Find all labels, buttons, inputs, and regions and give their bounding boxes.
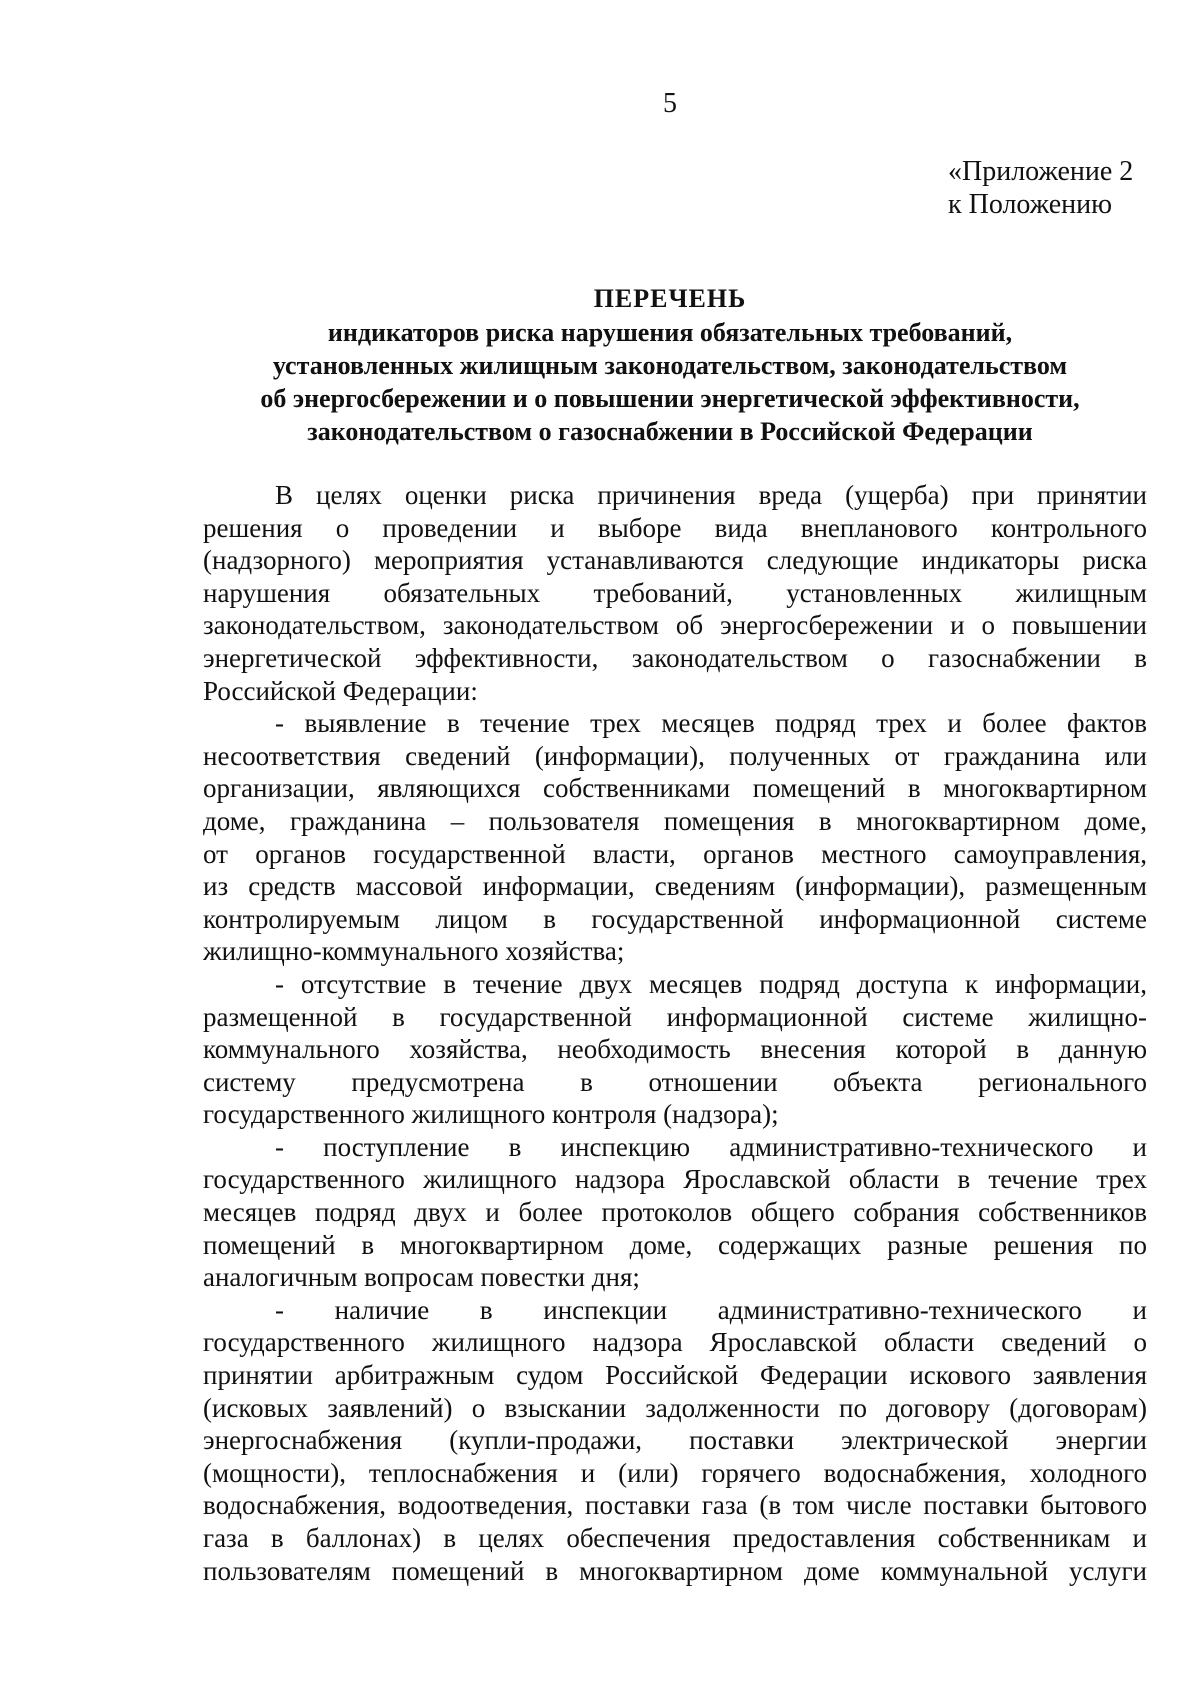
text-line: государственного жилищного контроля (надзора); (203, 1099, 779, 1130)
indicator-list-item (203, 1131, 1147, 1294)
text-line: решения о проведении и выборе вида внепланового контрольного (203, 512, 1147, 543)
text-line: - выявление в течение трех месяцев подряд трех и более фактов (275, 708, 1147, 739)
text-line: законодательством, законодательством об энергосбережении и о повышении (203, 610, 1147, 641)
text-line: государственного жилищного надзора Ярославской области в течение трех (203, 1164, 1147, 1195)
text-line: энергоснабжения (купли-продажи, поставки электрической энергии (203, 1425, 1147, 1456)
text-line: - поступление в инспекцию административно-технического и (275, 1131, 1147, 1162)
text-line: жилищно-коммунального хозяйства; (203, 936, 625, 967)
title-main: ПЕРЕЧЕНЬ (593, 284, 747, 313)
text-line: коммунального хозяйства, необходимость внесения которой в данную (203, 1034, 1147, 1065)
appendix-reference (948, 155, 1133, 221)
indicator-list-item (203, 968, 1147, 1131)
text-line: несоответствия сведений (информации), полученных от гражданина или (203, 740, 1147, 771)
page-number: 5 (663, 88, 677, 119)
text-line: газа в баллонах) в целях обеспечения предоставления собственникам и (203, 1523, 1147, 1553)
text-line: размещенной в государственной информационной системе жилищно- (203, 1001, 1147, 1032)
text-line: В целях оценки риска причинения вреда (ущерба) при принятии (275, 480, 1147, 510)
text-line: аналогичным вопросам повестки дня; (203, 1262, 640, 1293)
indicator-list-item (203, 1294, 1147, 1587)
title-line: об энергосбережении и о повышении энергетической эффективности, (260, 384, 1080, 413)
text-line: (мощности), теплоснабжения и (или) горячего водоснабжения, холодного (203, 1457, 1147, 1488)
text-line: - отсутствие в течение двух месяцев подряд доступа к информации, (275, 968, 1147, 999)
text-line: помещений в многоквартирном доме, содержащих разные решения по (203, 1229, 1147, 1260)
intro-paragraph (203, 479, 1147, 707)
text-line: - наличие в инспекции административно-технического и (275, 1294, 1147, 1325)
text-line: энергетической эффективности, законодательством о газоснабжении в (203, 642, 1147, 673)
document-title (200, 282, 1140, 448)
text-line: от органов государственной власти, органов местного самоуправления, (203, 838, 1147, 869)
title-line: установленных жилищным законодательством, законодательством (272, 351, 1068, 380)
text-line: систему предусмотрена в отношении объекта регионального (203, 1066, 1147, 1097)
text-line: водоснабжения, водоотведения, поставки газа (в том числе поставки бытового (203, 1490, 1147, 1521)
text-line: принятии арбитражным судом Российской Федерации искового заявления (203, 1360, 1147, 1391)
indicator-list-item (203, 707, 1147, 968)
appendix-line: «Приложение 2 (948, 156, 1134, 187)
text-line: организации, являющихся собственниками помещений в многоквартирном (203, 773, 1147, 804)
title-line: законодательством о газоснабжении в Российской Федерации (307, 417, 1033, 446)
text-line: месяцев подряд двух и более протоколов общего собрания собственников (203, 1197, 1147, 1228)
document-body (203, 479, 1147, 1587)
text-line: нарушения обязательных требований, установленных жилищным (203, 577, 1147, 608)
text-line: доме, гражданина – пользователя помещения в многоквартирном доме, (203, 805, 1147, 836)
text-line: (исковых заявлений) о взыскании задолженности по договору (договорам) (203, 1392, 1147, 1423)
text-line: (надзорного) мероприятия устанавливаются следующие индикаторы риска (203, 545, 1147, 576)
text-line: из средств массовой информации, сведениям (информации), размещенным (203, 871, 1147, 902)
text-line: пользователям помещений в многоквартирном доме коммунальной услуги (203, 1555, 1147, 1586)
text-line: контролируемым лицом в государственной информационной системе (203, 903, 1147, 934)
text-line: государственного жилищного надзора Ярославской области сведений о (203, 1327, 1147, 1358)
title-line: индикаторов риска нарушения обязательных требований, (327, 318, 1013, 347)
text-line: Российской Федерации: (203, 675, 478, 706)
appendix-line: к Положению (948, 189, 1113, 220)
